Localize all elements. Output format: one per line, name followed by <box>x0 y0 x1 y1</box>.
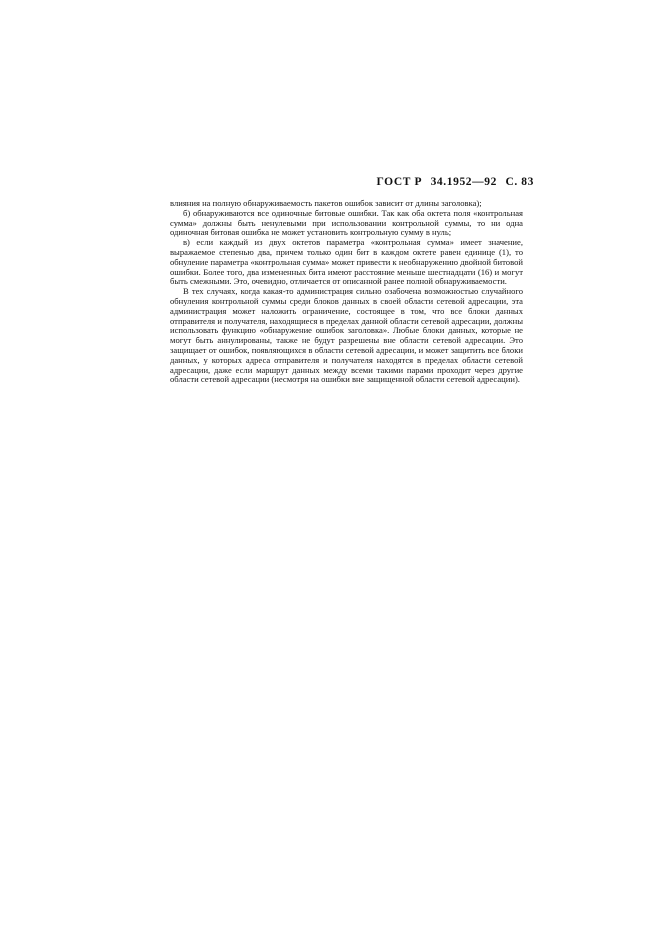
page-header <box>377 176 535 188</box>
standard-number: 34.1952—92 <box>430 176 497 188</box>
page-number: С. 83 <box>505 176 534 188</box>
standard-label: ГОСТ Р <box>376 176 423 188</box>
body-text <box>170 199 523 385</box>
paragraph-item-b: б) обнаруживаются все одиночные битовые ошибки. Так как оба октета поля «контрольная сумма» должны быть ненулевыми при использовании контрольной суммы, то ни одна одиночная битовая ошибка не может установить контрольную сумму в нуль; <box>170 207 523 238</box>
paragraph-continuation: влияния на полную обнаруживаемость пакетов ошибок зависит от длины заголовка); <box>170 198 482 208</box>
paragraph-item-v: в) если каждый из двух октетов параметра «контрольная сумма» имеет значение, выражаемое степенью два, причем только один бит в каждом октете равен единице (1), то обнуление параметра «контрольная сумма» может привести к необнаружению двойной битовой ошибки. Более того, два измененных бита имеют расстояние меньше шестнадцати (16) и могут быть смежными. Это, очевидно, отличается от описанной ранее полной обнаруживаемости. <box>170 237 523 287</box>
paragraph-administration: В тех случаях, когда какая-то администрация сильно озабочена возможностью случайного обнуления контрольной суммы среди блоков данных в своей области сетевой адресации, эта администрация может наложить ограничение, состоящее в том, что все блоки данных отправителя и получателя, находящиеся в пределах данной области сетевой адресации, должны использовать функцию «обнаружение ошибок заголовка». Любые блоки данных, которые не могут быть аннулированы, также не будут разрешены вне области сетевой адресации. Это защищает от ошибок, появляющихся в области сетевой адресации, и может защитить все блоки данных, у которых адреса отправителя и получателя находятся в пределах области сетевой адресации, даже если маршрут данных между всеми такими парами проходит через другие области сетевой адресации (несмотря на ошибки вне защищенной области сетевой адресации). <box>170 286 523 385</box>
